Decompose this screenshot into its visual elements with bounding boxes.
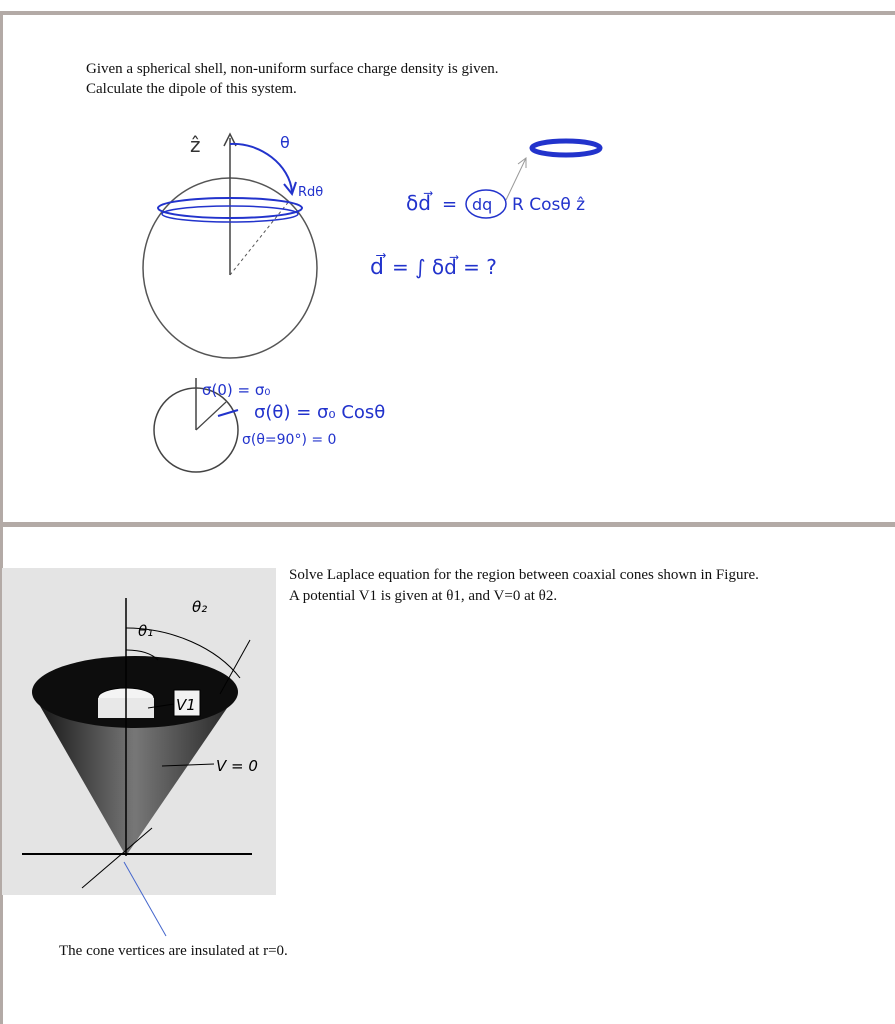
problem-1-line-1: Given a spherical shell, non-uniform surface charge density is given. (86, 61, 499, 77)
vertex-pointer (120, 860, 180, 940)
radius-line (230, 200, 290, 275)
section-divider (0, 522, 895, 527)
z-label: ẑ (190, 133, 201, 157)
theta2-label: θ₂ (192, 598, 208, 616)
handwritten-sketch (130, 120, 750, 500)
rdtheta-label: Rdθ (298, 185, 324, 200)
ring-element-icon (532, 141, 600, 155)
dq-label: dq (472, 195, 493, 214)
dd-eq: = (442, 194, 458, 215)
v1-label: V1 (176, 696, 196, 714)
problem-2-line-2: A potential V1 is given at θ1, and V=0 at θ2. (289, 588, 558, 604)
vertex-note: The cone vertices are insulated at r=0. (59, 943, 288, 959)
small-sphere-radius (196, 402, 226, 430)
theta1-label: θ₁ (138, 622, 154, 640)
dd-lhs: δd⃗ (406, 191, 431, 215)
coaxial-cones-figure (2, 568, 276, 895)
dd-rhs: R Cosθ ẑ (512, 195, 586, 215)
pointer-arrow (506, 158, 526, 200)
problem-1-text (86, 59, 499, 99)
sigma-theta: σ(θ) = σ₀ Cosθ (254, 402, 386, 423)
d-rhs: = ∫ δd⃗ = ? (392, 255, 497, 279)
v0-label: V = 0 (216, 757, 258, 775)
d-lhs: d⃗ (370, 255, 384, 280)
problem-1-line-2: Calculate the dipole of this system. (86, 81, 297, 97)
sigma-zero: σ(0) = σ₀ (202, 381, 271, 399)
theta-label: θ (280, 133, 290, 152)
problem-2-text (289, 565, 759, 607)
problem-2-line-1: Solve Laplace equation for the region between coaxial cones shown in Figure. (289, 567, 759, 583)
top-divider (0, 11, 895, 15)
sigma-ninety: σ(θ=90°) = 0 (242, 432, 337, 448)
